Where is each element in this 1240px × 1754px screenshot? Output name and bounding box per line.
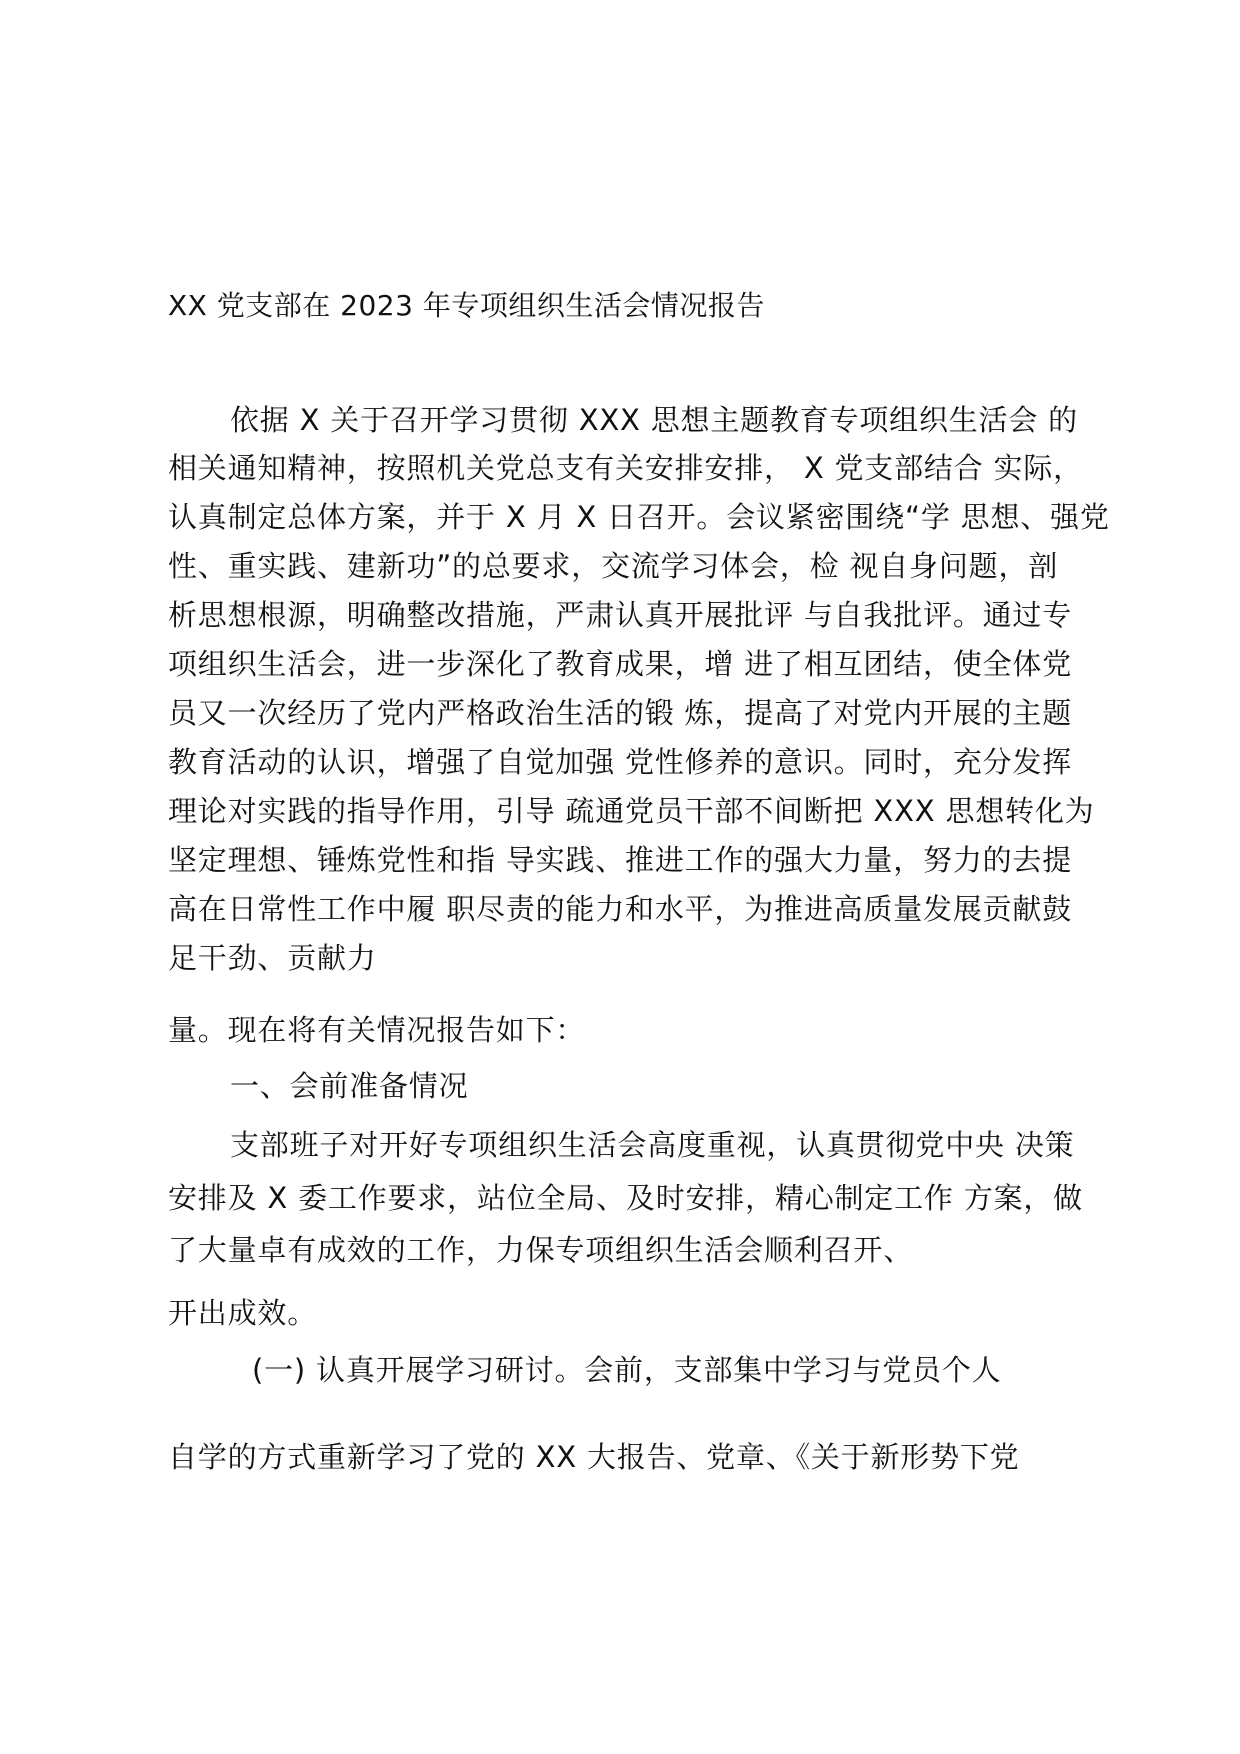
body-line: 项组织生活会，进一步深化了教育成果，增 进了相互团结，使全体党 <box>168 647 1073 681</box>
body-line: 认真制定总体方案，并于 X 月 X 日召开。会议紧密围绕“学 思想、强党 <box>168 500 1110 534</box>
body-line: 相关通知精神，按照机关党总支有关安排安排， X 党支部结合 实际， <box>168 451 1083 485</box>
body-line: 坚定理想、锤炼党性和指 导实践、推进工作的强大力量，努力的去提 <box>168 843 1073 877</box>
body-line: 开出成效。 <box>168 1296 318 1330</box>
document-title: XX 党支部在 2023 年专项组织生活会情况报告 <box>168 289 765 322</box>
body-line: 员又一次经历了党内严格政治生活的锻 炼，提高了对党内开展的主题 <box>168 696 1073 730</box>
body-line: 支部班子对开好专项组织生活会高度重视，认真贯彻党中央 决策 <box>230 1128 1075 1162</box>
body-line: 教育活动的认识，增强了自觉加强 党性修养的意识。同时，充分发挥 <box>168 745 1073 779</box>
body-line: 依据 X 关于召开学习贯彻 XXX 思想主题教育专项组织生活会 的 <box>230 403 1078 437</box>
subsection-line: (一) 认真开展学习研讨。会前，支部集中学习与党员个人 <box>252 1353 1002 1387</box>
body-line: 量。现在将有关情况报告如下： <box>168 1013 586 1047</box>
body-line: 自学的方式重新学习了党的 XX 大报告、党章、《关于新形势下党 <box>168 1440 1020 1474</box>
body-line: 性、重实践、建新功”的总要求，交流学习体会，检 视自身问题，剖 <box>168 549 1059 583</box>
body-line: 安排及 X 委工作要求，站位全局、及时安排，精心制定工作 方案，做 <box>168 1181 1083 1215</box>
body-line: 了大量卓有成效的工作，力保专项组织生活会顺利召开、 <box>168 1233 914 1267</box>
body-line: 高在日常性工作中履 职尽责的能力和水平，为推进高质量发展贡献鼓 <box>168 892 1073 926</box>
body-line: 理论对实践的指导作用，引导 疏通党员干部不间断把 XXX 思想转化为 <box>168 794 1095 828</box>
body-line: 足干劲、贡献力 <box>168 941 377 975</box>
section-heading: 一、会前准备情况 <box>230 1069 469 1103</box>
body-line: 析思想根源，明确整改措施，严肃认真开展批评 与自我批评。通过专 <box>168 598 1073 632</box>
